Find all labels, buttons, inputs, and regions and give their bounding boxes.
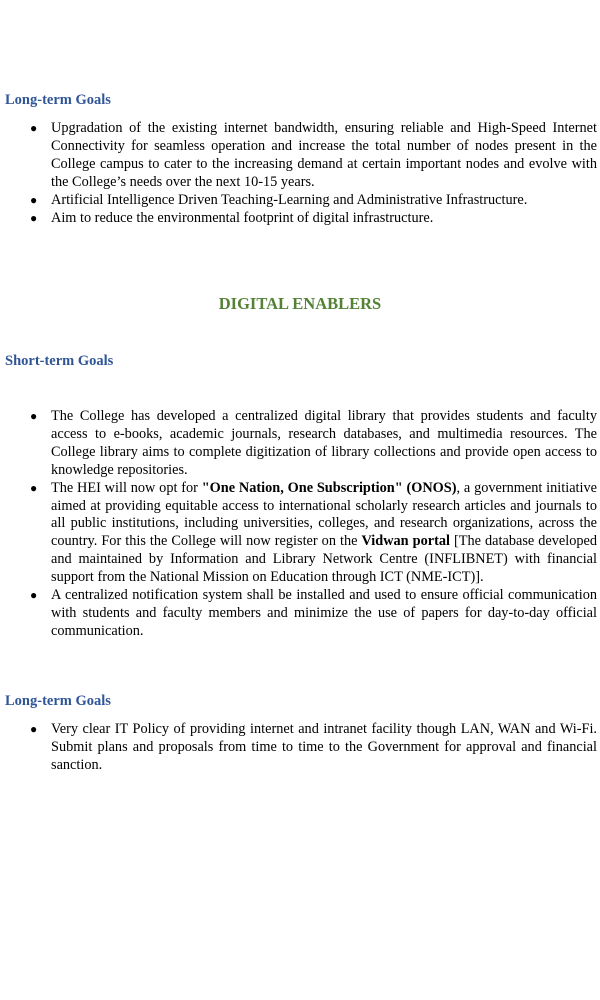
bullet-icon: ● [30, 192, 38, 207]
bullet-icon: ● [30, 722, 38, 736]
onos-text-part-1: The HEI will now opt for [51, 479, 202, 496]
vidwan-portal-text: Vidwan portal [361, 533, 450, 550]
onos-text-part-2: , a government initiative aimed at providing equitable access to international scholarly research articles and journals to all public institutions, including universities, colleges, and research organizations, across the country. For this the College will now register on the [51, 479, 597, 550]
bullet-icon: ● [30, 210, 38, 225]
list-item-text: Very clear IT Policy of providing internet and intranet facility though LAN, WAN and Wi-Fi. Submit plans and proposals from time to time to the Government for approval and financial sanction. [51, 721, 597, 773]
short-term-goals-heading: Short-term Goals [5, 353, 114, 369]
bullet-icon: ● [30, 409, 38, 423]
long-term-goals-heading: Long-term Goals [5, 92, 111, 108]
list-item-text: Artificial Intelligence Driven Teaching-Learning and Administrative Infrastructure. [51, 191, 528, 208]
list-item [0, 192, 597, 210]
list-item-text: A centralized notification system shall be installed and used to ensure official communication with students and faculty members and minimize the use of papers for day-to-day official communication. [51, 587, 597, 639]
bullet-icon: ● [30, 121, 38, 135]
list-item [0, 408, 597, 480]
list-item [0, 210, 597, 228]
bullet-icon: ● [30, 588, 38, 603]
long-term-goals-list-2 [0, 721, 597, 775]
bullet-icon: ● [30, 480, 38, 495]
onos-text-part-3: [The database developed and maintained by Information and Library Network Centre (INFLIBNET) with financial support from the National Mission on Education through ICT (NME-ICT)]. [51, 533, 598, 586]
page-title: DIGITAL ENABLERS [218, 294, 382, 313]
long-term-goals-heading-2: Long-term Goals [5, 693, 111, 709]
onos-bold-text: "One Nation, One Subscription" (ONOS) [201, 479, 457, 496]
list-item-text: Upgradation of the existing internet bandwidth, ensuring reliable and High-Speed Internet Connectivity for seamless operation and increase the total number of nodes present in the College campus to cater to the increasing demand at certain important nodes and evolve with the College’s needs over the next 10-15 years. [51, 120, 597, 190]
list-item [0, 480, 597, 587]
list-item [0, 587, 597, 641]
long-term-goals-list [0, 120, 597, 227]
list-item-text: The College has developed a centralized digital library that provides students and faculty access to e-books, academic journals, research databases, and multimedia resources. The College library aims to complete digitization of library collections and provide open access to knowledge repositories. [51, 408, 597, 478]
list-item-text: Aim to reduce the environmental footprint of digital infrastructure. [51, 209, 434, 226]
list-item [0, 721, 597, 775]
list-item-text [51, 480, 597, 587]
list-item [0, 120, 597, 192]
short-term-goals-list [0, 408, 597, 641]
